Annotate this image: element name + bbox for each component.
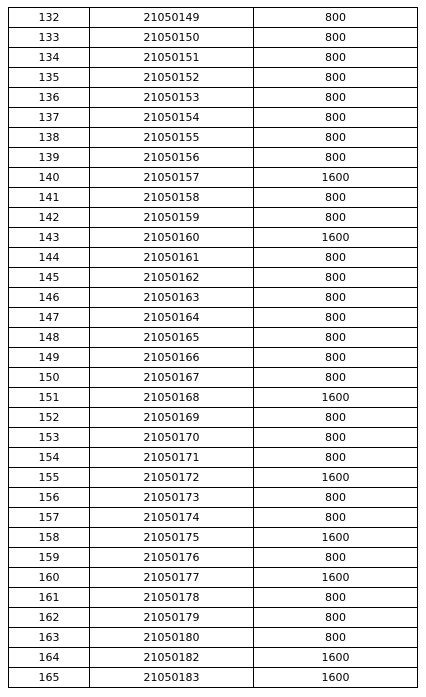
row-number-cell: 149 (9, 348, 90, 368)
id-cell: 21050150 (90, 28, 254, 48)
amount-cell: 800 (254, 148, 418, 168)
amount-cell: 800 (254, 448, 418, 468)
table-row (9, 28, 418, 48)
amount-cell: 800 (254, 208, 418, 228)
row-number-cell: 158 (9, 528, 90, 548)
id-cell: 21050152 (90, 68, 254, 88)
table-row (9, 488, 418, 508)
row-number-cell: 132 (9, 8, 90, 28)
amount-cell: 1600 (254, 228, 418, 248)
id-cell: 21050182 (90, 648, 254, 668)
id-cell: 21050166 (90, 348, 254, 368)
table-row (9, 408, 418, 428)
id-cell: 21050155 (90, 128, 254, 148)
table-row (9, 188, 418, 208)
row-number-cell: 135 (9, 68, 90, 88)
id-cell: 21050160 (90, 228, 254, 248)
row-number-cell: 164 (9, 648, 90, 668)
table-row (9, 608, 418, 628)
id-cell: 21050168 (90, 388, 254, 408)
row-number-cell: 154 (9, 448, 90, 468)
table-row (9, 208, 418, 228)
id-cell: 21050173 (90, 488, 254, 508)
amount-cell: 800 (254, 128, 418, 148)
amount-cell: 1600 (254, 528, 418, 548)
table-row (9, 48, 418, 68)
row-number-cell: 159 (9, 548, 90, 568)
data-table (8, 7, 418, 688)
amount-cell: 800 (254, 268, 418, 288)
id-cell: 21050151 (90, 48, 254, 68)
amount-cell: 800 (254, 588, 418, 608)
amount-cell: 1600 (254, 648, 418, 668)
row-number-cell: 153 (9, 428, 90, 448)
table-row (9, 248, 418, 268)
amount-cell: 800 (254, 628, 418, 648)
row-number-cell: 140 (9, 168, 90, 188)
id-cell: 21050176 (90, 548, 254, 568)
row-number-cell: 133 (9, 28, 90, 48)
id-cell: 21050183 (90, 668, 254, 688)
amount-cell: 800 (254, 428, 418, 448)
table-row (9, 128, 418, 148)
id-cell: 21050159 (90, 208, 254, 228)
id-cell: 21050178 (90, 588, 254, 608)
table-row (9, 348, 418, 368)
row-number-cell: 148 (9, 328, 90, 348)
table-body (9, 8, 418, 688)
id-cell: 21050156 (90, 148, 254, 168)
amount-cell: 800 (254, 108, 418, 128)
amount-cell: 800 (254, 548, 418, 568)
amount-cell: 800 (254, 68, 418, 88)
id-cell: 21050174 (90, 508, 254, 528)
row-number-cell: 145 (9, 268, 90, 288)
amount-cell: 800 (254, 368, 418, 388)
table-row (9, 468, 418, 488)
id-cell: 21050171 (90, 448, 254, 468)
row-number-cell: 162 (9, 608, 90, 628)
table-row (9, 528, 418, 548)
table-row (9, 268, 418, 288)
row-number-cell: 141 (9, 188, 90, 208)
table-row (9, 328, 418, 348)
row-number-cell: 142 (9, 208, 90, 228)
amount-cell: 800 (254, 508, 418, 528)
table-row (9, 588, 418, 608)
id-cell: 21050163 (90, 288, 254, 308)
table-row (9, 628, 418, 648)
table-row (9, 668, 418, 688)
row-number-cell: 165 (9, 668, 90, 688)
row-number-cell: 160 (9, 568, 90, 588)
row-number-cell: 134 (9, 48, 90, 68)
table-row (9, 168, 418, 188)
row-number-cell: 156 (9, 488, 90, 508)
amount-cell: 800 (254, 88, 418, 108)
table-row (9, 8, 418, 28)
id-cell: 21050172 (90, 468, 254, 488)
amount-cell: 800 (254, 408, 418, 428)
id-cell: 21050164 (90, 308, 254, 328)
table-row (9, 568, 418, 588)
id-cell: 21050154 (90, 108, 254, 128)
amount-cell: 1600 (254, 168, 418, 188)
row-number-cell: 150 (9, 368, 90, 388)
table-row (9, 228, 418, 248)
amount-cell: 800 (254, 328, 418, 348)
row-number-cell: 161 (9, 588, 90, 608)
table-container (8, 7, 418, 688)
table-row (9, 428, 418, 448)
amount-cell: 800 (254, 348, 418, 368)
row-number-cell: 137 (9, 108, 90, 128)
row-number-cell: 151 (9, 388, 90, 408)
table-row (9, 368, 418, 388)
row-number-cell: 152 (9, 408, 90, 428)
amount-cell: 800 (254, 288, 418, 308)
row-number-cell: 157 (9, 508, 90, 528)
amount-cell: 1600 (254, 468, 418, 488)
table-row (9, 288, 418, 308)
table-row (9, 548, 418, 568)
table-row (9, 88, 418, 108)
id-cell: 21050165 (90, 328, 254, 348)
table-row (9, 308, 418, 328)
amount-cell: 1600 (254, 388, 418, 408)
id-cell: 21050169 (90, 408, 254, 428)
id-cell: 21050153 (90, 88, 254, 108)
row-number-cell: 163 (9, 628, 90, 648)
id-cell: 21050161 (90, 248, 254, 268)
amount-cell: 1600 (254, 668, 418, 688)
amount-cell: 800 (254, 488, 418, 508)
id-cell: 21050158 (90, 188, 254, 208)
row-number-cell: 136 (9, 88, 90, 108)
amount-cell: 800 (254, 8, 418, 28)
table-row (9, 508, 418, 528)
id-cell: 21050170 (90, 428, 254, 448)
row-number-cell: 144 (9, 248, 90, 268)
id-cell: 21050149 (90, 8, 254, 28)
table-row (9, 648, 418, 668)
amount-cell: 800 (254, 28, 418, 48)
row-number-cell: 146 (9, 288, 90, 308)
id-cell: 21050157 (90, 168, 254, 188)
table-row (9, 68, 418, 88)
row-number-cell: 143 (9, 228, 90, 248)
row-number-cell: 139 (9, 148, 90, 168)
amount-cell: 800 (254, 48, 418, 68)
id-cell: 21050179 (90, 608, 254, 628)
table-row (9, 448, 418, 468)
amount-cell: 800 (254, 188, 418, 208)
table-row (9, 108, 418, 128)
id-cell: 21050177 (90, 568, 254, 588)
table-row (9, 148, 418, 168)
table-row (9, 388, 418, 408)
id-cell: 21050167 (90, 368, 254, 388)
id-cell: 21050162 (90, 268, 254, 288)
amount-cell: 1600 (254, 568, 418, 588)
id-cell: 21050175 (90, 528, 254, 548)
row-number-cell: 138 (9, 128, 90, 148)
amount-cell: 800 (254, 608, 418, 628)
amount-cell: 800 (254, 308, 418, 328)
id-cell: 21050180 (90, 628, 254, 648)
amount-cell: 800 (254, 248, 418, 268)
row-number-cell: 147 (9, 308, 90, 328)
row-number-cell: 155 (9, 468, 90, 488)
